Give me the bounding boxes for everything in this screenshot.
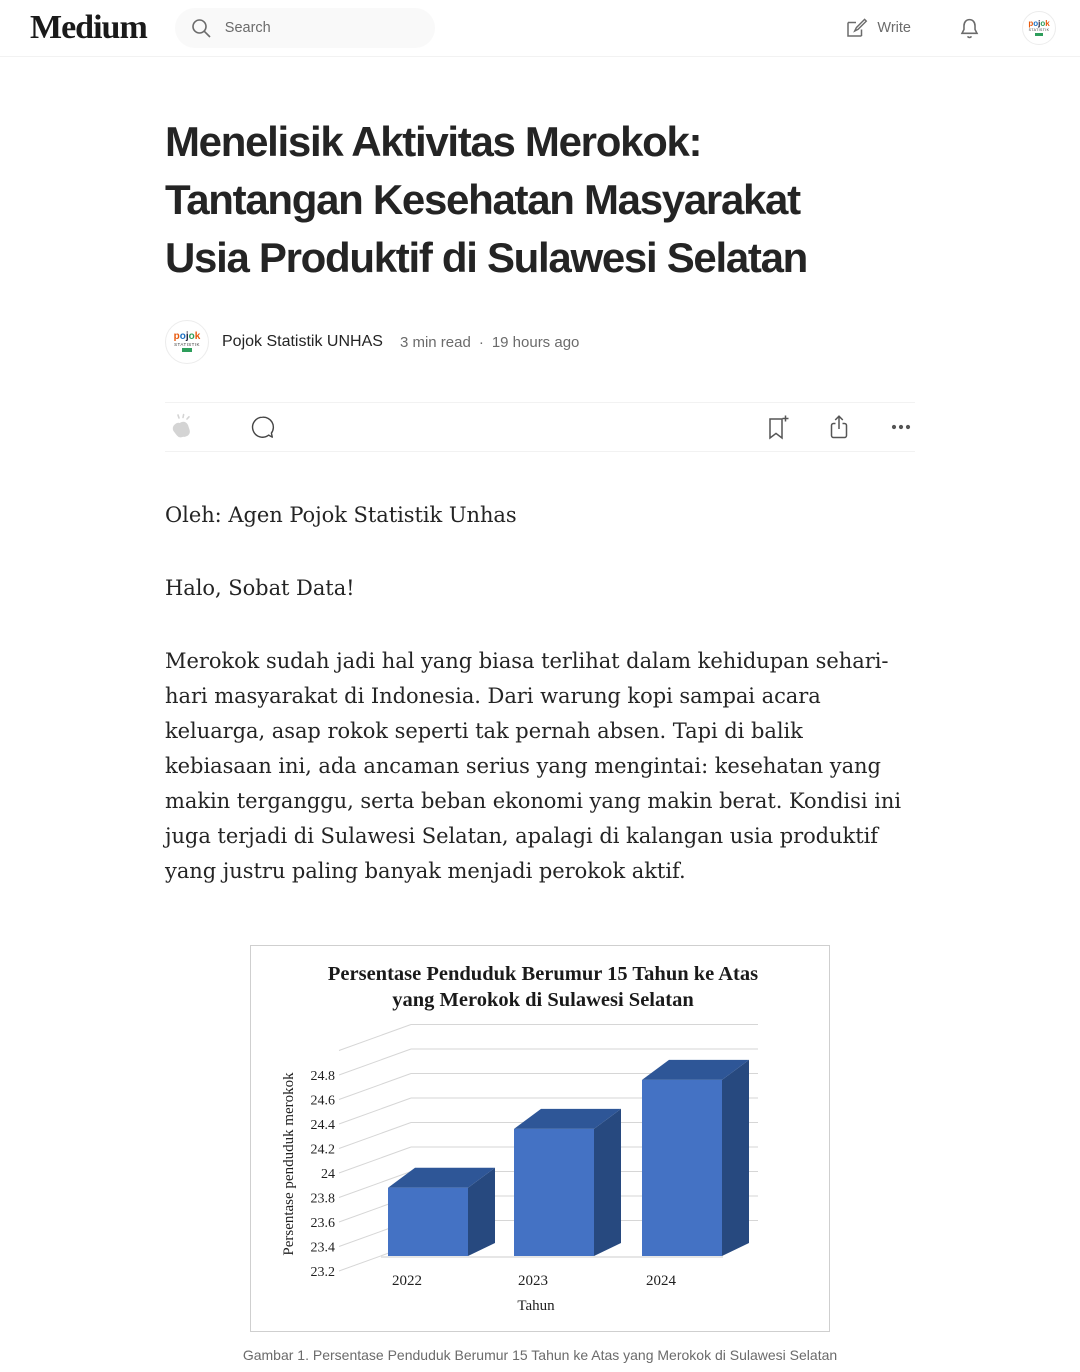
svg-text:23.8: 23.8	[310, 1191, 335, 1207]
search-icon	[189, 16, 213, 40]
article-action-bar	[165, 402, 915, 452]
article-body	[165, 498, 915, 889]
share-icon	[825, 413, 853, 441]
article-container	[165, 57, 915, 1363]
paragraph-intro: Merokok sudah jadi hal yang biasa terlihat dalam kehidupan sehari-hari masyarakat di Indonesia. Dari warung kopi sampai acara keluarga, asap rokok seperti tak pernah absen. Tapi di balik kebiasaan ini, ada ancaman serius yang mengintai: kesehatan yang makin terganggu, serta beban ekonomi yang makin berat. Kondisi ini juga terjadi di Sulawesi Selatan, apalagi di kalangan usia produktif yang justru paling banyak menjadi perokok aktif.	[165, 649, 902, 883]
svg-text:23.6: 23.6	[310, 1216, 335, 1231]
svg-text:24.8: 24.8	[310, 1069, 335, 1084]
more-options-icon	[887, 413, 915, 441]
medium-logo[interactable]: Medium	[30, 9, 147, 46]
top-nav	[0, 0, 1080, 57]
author-avatar-subword: STATISTIK	[174, 341, 200, 347]
clap-icon	[165, 411, 197, 443]
avatar-logo-subword: STATISTIK	[1028, 28, 1050, 33]
figure-smoking-chart	[165, 945, 915, 1363]
author-avatar-word: pojok	[173, 330, 201, 342]
svg-text:23.2: 23.2	[310, 1265, 335, 1280]
svg-text:24.2: 24.2	[310, 1142, 335, 1158]
svg-text:2024: 2024	[646, 1273, 676, 1289]
svg-text:24.6: 24.6	[310, 1093, 335, 1109]
svg-text:24.4: 24.4	[310, 1118, 335, 1133]
svg-text:24: 24	[321, 1167, 335, 1182]
publish-time: 19 hours ago	[491, 333, 580, 351]
svg-text:2023: 2023	[518, 1273, 548, 1289]
paragraph-greeting: Halo, Sobat Data!	[165, 576, 355, 600]
author-row	[165, 320, 915, 364]
more-options-button[interactable]	[887, 413, 915, 441]
figure-caption: Gambar 1. Persentase Penduduk Berumur 15 Tahun ke Atas yang Merokok di Sulawesi Selatan	[242, 1347, 838, 1363]
svg-text:23.4: 23.4	[310, 1240, 335, 1256]
author-avatar-mark-icon	[182, 348, 192, 352]
smoking-3d-bar-chart	[251, 946, 829, 1331]
bookmark-button[interactable]	[763, 413, 791, 441]
share-button[interactable]	[825, 413, 853, 441]
write-button[interactable]	[844, 16, 911, 40]
svg-text:Persentase Penduduk Berumur 15: Persentase Penduduk Berumur 15 Tahun ke Atas	[327, 963, 759, 985]
notifications-button[interactable]	[957, 16, 982, 41]
comment-button[interactable]	[249, 414, 276, 441]
profile-avatar[interactable]	[1022, 11, 1056, 45]
clap-button[interactable]	[165, 411, 197, 443]
write-label: Write	[877, 20, 911, 36]
chart-image[interactable]	[250, 945, 830, 1332]
comment-icon	[249, 414, 276, 441]
read-time: 3 min read	[399, 333, 471, 351]
write-icon	[844, 16, 868, 40]
bookmark-plus-icon	[763, 413, 791, 441]
nav-right-cluster	[844, 11, 1056, 45]
svg-text:Persentase penduduk merokok: Persentase penduduk merokok	[281, 1072, 297, 1256]
meta-separator: ·	[478, 333, 484, 351]
search-input[interactable]	[223, 19, 413, 37]
svg-text:2022: 2022	[392, 1273, 422, 1289]
avatar-logo-word: pojok	[1028, 19, 1050, 29]
avatar-logo-mark-icon	[1035, 33, 1043, 36]
paragraph-byline: Oleh: Agen Pojok Statistik Unhas	[165, 503, 517, 527]
article-title: Menelisik Aktivitas Merokok: Tantangan Kesehatan Masyarakat Usia Produktif di Sulawesi Selatan	[165, 118, 807, 281]
svg-text:Tahun: Tahun	[517, 1298, 555, 1314]
svg-text:yang Merokok di Sulawesi Selat: yang Merokok di Sulawesi Selatan	[392, 989, 694, 1011]
author-name[interactable]: Pojok Statistik UNHAS	[222, 333, 383, 350]
search-bar[interactable]	[175, 8, 435, 48]
bell-icon	[957, 16, 982, 41]
author-avatar[interactable]	[165, 320, 209, 364]
